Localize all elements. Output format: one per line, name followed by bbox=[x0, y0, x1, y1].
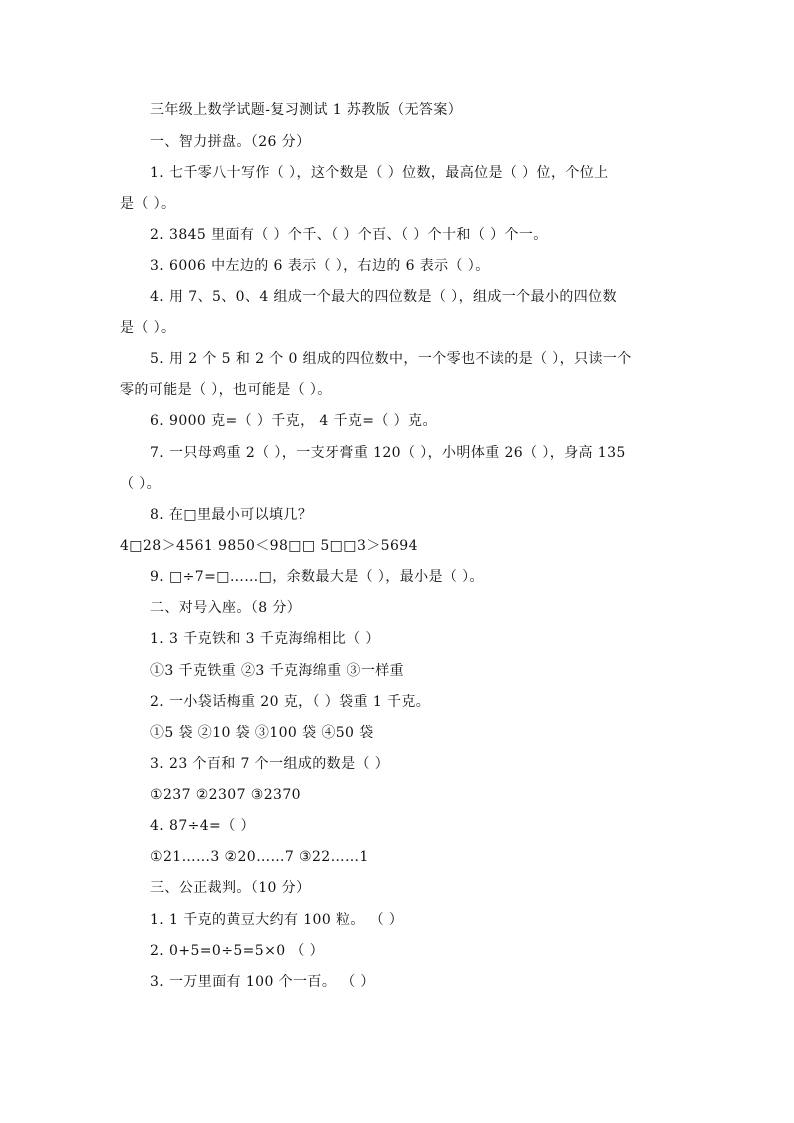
question-line: 2. 0+5=0÷5=5×0 （ ） bbox=[150, 943, 325, 959]
question-line: 4□28＞4561 9850＜98□□ 5□□3＞5694 bbox=[120, 538, 418, 554]
question-line: 3. 一万里面有 100 个一百。 （ ） bbox=[150, 974, 375, 990]
answer-options: ①21……3 ②20……7 ③22……1 bbox=[150, 849, 369, 865]
question-line: 1. 1 千克的黄豆大约有 100 粒。 （ ） bbox=[150, 912, 404, 928]
question-line: 2. 一小袋话梅重 20 克，（ ）袋重 1 千克。 bbox=[150, 694, 431, 710]
question-line: 4. 用 7、5、0、4 组成一个最大的四位数是（ ），组成一个最小的四位数 bbox=[150, 289, 617, 305]
answer-options: ①3 千克铁重 ②3 千克海绵重 ③一样重 bbox=[150, 663, 405, 679]
question-line: 9. □÷7=□……□，余数最大是（ ），最小是（ ）。 bbox=[150, 569, 484, 585]
section-heading: 三、公正裁判。（10 分） bbox=[150, 880, 311, 896]
section-heading: 一、智力拼盘。（26 分） bbox=[150, 134, 311, 150]
answer-options: ①5 袋 ②10 袋 ③100 袋 ④50 袋 bbox=[150, 725, 374, 741]
question-line: 1. 七千零八十写作（ ），这个数是（ ）位数，最高位是（ ）位，个位上 bbox=[150, 165, 609, 181]
question-line: 7. 一只母鸡重 2（ ），一支牙膏重 120（ ），小明体重 26（ ），身高 135 bbox=[150, 445, 626, 461]
question-line: 3. 23 个百和 7 个一组成的数是（ ） bbox=[150, 756, 390, 772]
question-line: 3. 6006 中左边的 6 表示（ ），右边的 6 表示（ ）。 bbox=[150, 258, 490, 274]
question-line: 1. 3 千克铁和 3 千克海绵相比（ ） bbox=[150, 631, 380, 647]
question-line: 4. 87÷4=（ ） bbox=[150, 818, 255, 834]
question-line: 2. 3845 里面有（ ）个千、（ ）个百、（ ）个十和（ ）个一。 bbox=[150, 227, 548, 243]
question-line: （ ）。 bbox=[120, 476, 162, 492]
question-line: 是（ ）。 bbox=[120, 196, 176, 212]
question-line: 5. 用 2 个 5 和 2 个 0 组成的四位数中，一个零也不读的是（ ），只读一个 bbox=[150, 351, 632, 367]
page-title: 三年级上数学试题-复习测试 1 苏教版（无答案） bbox=[150, 102, 463, 118]
question-line: 是（ ）。 bbox=[120, 320, 176, 336]
answer-options: ①237 ②2307 ③2370 bbox=[150, 787, 301, 803]
section-heading: 二、对号入座。（8 分） bbox=[150, 600, 302, 616]
question-line: 8. 在□里最小可以填几？ bbox=[150, 507, 313, 523]
question-line: 6. 9000 克=（ ）千克， 4 千克=（ ）克。 bbox=[150, 413, 437, 429]
question-line: 零的可能是（ ），也可能是（ ）。 bbox=[120, 382, 332, 398]
